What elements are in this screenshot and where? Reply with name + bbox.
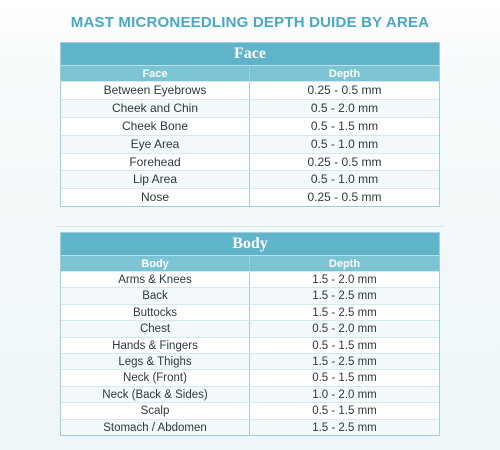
area-cell: Legs & Thighs xyxy=(61,354,250,369)
depth-cell: 0.5 - 1.5 mm xyxy=(312,372,377,385)
depth-cell: 1.5 - 2.0 mm xyxy=(312,274,377,286)
depth-cell: 0.25 - 0.5 mm xyxy=(307,83,382,97)
face-col-depth: Depth xyxy=(328,68,361,80)
face-table-rows xyxy=(61,81,439,206)
table-row xyxy=(61,369,439,385)
area-cell: Cheek Bone xyxy=(61,118,250,135)
area-cell: Stomach / Abdomen xyxy=(61,420,250,435)
area-cell: Hands & Fingers xyxy=(61,338,250,353)
area-cell: Scalp xyxy=(61,403,250,418)
depth-cell: 1.5 - 2.5 mm xyxy=(312,421,377,434)
table-row xyxy=(61,386,439,402)
depth-cell: 1.5 - 2.5 mm xyxy=(312,306,377,319)
table-row xyxy=(61,304,439,320)
area-cell: Between Eyebrows xyxy=(61,82,250,99)
area-cell: Eye Area xyxy=(61,136,250,153)
table-row xyxy=(61,353,439,369)
face-col-area: Face xyxy=(61,66,250,81)
face-table xyxy=(60,42,440,207)
table-row xyxy=(61,153,439,171)
table-row xyxy=(61,99,439,117)
table-row xyxy=(61,170,439,188)
table-row xyxy=(61,271,439,287)
body-col-area: Body xyxy=(61,256,250,271)
area-cell: Nose xyxy=(61,189,250,206)
depth-cell: 1.5 - 2.5 mm xyxy=(312,355,377,368)
area-cell: Back xyxy=(61,288,250,303)
face-table-heading: Face xyxy=(61,43,439,65)
depth-cell: 0.25 - 0.5 mm xyxy=(307,190,382,205)
area-cell: Forehead xyxy=(61,154,250,171)
depth-cell: 1.5 - 2.5 mm xyxy=(312,290,377,303)
body-table-heading: Body xyxy=(61,233,439,255)
table-row xyxy=(61,117,439,135)
table-row xyxy=(61,81,439,99)
table-row xyxy=(61,402,439,418)
body-col-depth: Depth xyxy=(328,258,361,270)
depth-cell: 0.5 - 1.5 mm xyxy=(310,118,379,133)
table-row xyxy=(61,135,439,153)
table-row xyxy=(61,287,439,303)
depth-cell: 0.25 - 0.5 mm xyxy=(307,154,382,169)
table-row xyxy=(61,188,439,206)
table-row xyxy=(61,337,439,353)
page-title: MAST MICRONEEDLING DEPTH DUIDE BY AREA xyxy=(70,14,430,31)
depth-cell: 0.5 - 1.0 mm xyxy=(310,136,379,151)
depth-cell: 0.5 - 1.5 mm xyxy=(312,339,377,352)
depth-cell: 0.5 - 1.0 mm xyxy=(310,172,379,187)
area-cell: Chest xyxy=(61,321,250,336)
face-table-header xyxy=(61,65,439,81)
area-cell: Neck (Front) xyxy=(61,370,250,385)
body-table-rows xyxy=(61,271,439,435)
area-cell: Cheek and Chin xyxy=(61,100,250,117)
section-divider xyxy=(56,226,444,227)
table-row xyxy=(61,320,439,336)
table-row xyxy=(61,419,439,435)
area-cell: Lip Area xyxy=(61,171,250,188)
depth-cell: 0.5 - 2.0 mm xyxy=(312,323,377,336)
depth-cell: 0.5 - 2.0 mm xyxy=(310,100,379,115)
body-table-header xyxy=(61,255,439,271)
area-cell: Buttocks xyxy=(61,305,250,320)
area-cell: Neck (Back & Sides) xyxy=(61,387,250,402)
depth-cell: 1.0 - 2.0 mm xyxy=(312,388,377,401)
area-cell: Arms & Knees xyxy=(61,272,250,287)
body-table xyxy=(60,232,440,436)
depth-cell: 0.5 - 1.5 mm xyxy=(312,405,377,418)
